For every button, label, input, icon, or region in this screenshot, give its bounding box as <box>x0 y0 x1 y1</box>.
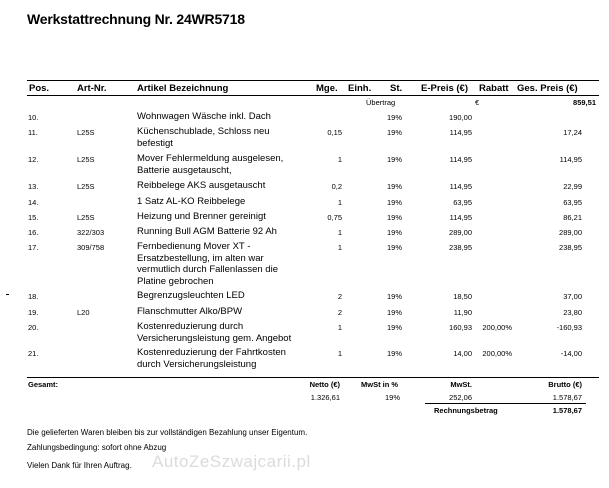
row-unit-price: 289,00 <box>449 228 472 237</box>
row-total: 17,24 <box>563 128 582 137</box>
row-tax-rate: 19% <box>386 292 402 301</box>
col-pos-header: Pos. <box>29 83 50 94</box>
row-tax-rate: 19% <box>386 182 402 191</box>
row-description-line: Begrenzugsleuchten LED <box>137 290 245 301</box>
rechnungsbetrag-label: Rechnungsbetrag <box>434 406 498 415</box>
row-tax-rate: 19% <box>386 228 402 237</box>
col-discount-header: Rabatt <box>479 83 509 94</box>
row-quantity: 1 <box>337 198 342 207</box>
row-unit-price: 238,95 <box>449 243 472 252</box>
header-bottom-rule <box>27 95 599 96</box>
totals-label: Gesamt: <box>28 380 59 389</box>
row-total: 86,21 <box>563 213 582 222</box>
row-pos: 15. <box>28 213 39 222</box>
row-pos: 17. <box>28 243 39 252</box>
invoice-title: Werkstattrechnung Nr. 24WR5718 <box>27 11 245 27</box>
row-description-line: Versicherungsleistung gem. Angebot <box>137 332 292 344</box>
row-description-line: 1 Satz AL-KO Reibbelege <box>137 196 246 207</box>
row-description-line: Flanschmutter Alko/BPW <box>137 306 243 317</box>
col-desc-header: Artikel Bezeichnung <box>137 83 229 94</box>
col-qty-header: Mge. <box>316 83 338 94</box>
col-total-header: Ges. Preis (€) <box>517 83 578 94</box>
netto-label: Netto (€) <box>309 380 340 389</box>
row-unit-price: 14,00 <box>453 349 472 358</box>
row-art-nr: L25S <box>77 182 95 191</box>
row-tax-rate: 19% <box>386 128 402 137</box>
row-total: 37,00 <box>563 292 582 301</box>
row-description-line: Ersatzbestellung, im alten war <box>137 252 264 264</box>
row-quantity: 0,2 <box>331 182 342 191</box>
row-pos: 11. <box>28 128 38 137</box>
footer-ownership-note: Die gelieferten Waren bleiben bis zur vollständigen Bezahlung unser Eigentum. <box>27 428 308 437</box>
row-tax-rate: 19% <box>386 349 402 358</box>
col-unit-header: Einh. <box>348 83 372 94</box>
row-description-line: Heizung und Brenner gereinigt <box>137 211 266 222</box>
col-tax-header: St. <box>390 83 403 94</box>
carry-label: Übertrag <box>366 98 396 107</box>
row-pos: 19. <box>28 308 39 317</box>
row-tax-rate: 19% <box>386 213 402 222</box>
col-eprice-header: E-Preis (€) <box>421 83 468 94</box>
carry-amount: 859,51 <box>573 98 596 107</box>
row-pos: 12. <box>28 155 39 164</box>
row-description-line: Platine gebrochen <box>137 275 214 287</box>
row-unit-price: 114,95 <box>449 155 472 164</box>
mwst-value: 252,06 <box>449 393 472 402</box>
row-unit-price: 114,95 <box>449 128 472 137</box>
row-pos: 18. <box>28 292 39 301</box>
row-unit-price: 63,95 <box>453 198 472 207</box>
row-art-nr: 322/303 <box>77 228 105 237</box>
row-unit-price: 160,93 <box>449 323 472 332</box>
row-art-nr: L25S <box>77 128 95 137</box>
row-total: 23,80 <box>563 308 582 317</box>
row-art-nr: L20 <box>77 308 90 317</box>
row-tax-rate: 19% <box>386 243 402 252</box>
row-tax-rate: 19% <box>386 198 402 207</box>
row-tax-rate: 19% <box>386 323 402 332</box>
row-total: 22,99 <box>563 182 582 191</box>
row-quantity: 2 <box>337 308 342 317</box>
row-art-nr: 309/758 <box>77 243 105 252</box>
row-description-line: Reibbelege AKS ausgetauscht <box>137 180 266 191</box>
row-description-line: Running Bull AGM Batterie 92 Ah <box>137 226 277 237</box>
margin-tick <box>6 294 9 295</box>
brutto-value: 1.578,67 <box>552 393 582 402</box>
row-art-nr: L25S <box>77 155 95 164</box>
mwst-label: MwSt. <box>450 380 472 389</box>
netto-value: 1.326,61 <box>310 393 340 402</box>
row-tax-rate: 19% <box>386 308 402 317</box>
row-quantity: 1 <box>337 243 342 252</box>
row-quantity: 1 <box>337 155 342 164</box>
rechnungsbetrag-value: 1.578,67 <box>552 406 582 415</box>
row-unit-price: 18,50 <box>453 292 472 301</box>
row-description-line: Wohnwagen Wäsche inkl. Dach <box>137 111 271 122</box>
row-pos: 13. <box>28 182 39 191</box>
row-art-nr: L25S <box>77 213 95 222</box>
row-tax-rate: 19% <box>386 113 402 122</box>
row-pos: 21. <box>28 349 39 358</box>
row-unit-price: 190,00 <box>449 113 472 122</box>
row-description-line: Fernbedienung Mover XT - <box>137 241 251 252</box>
row-description-line: Batterie ausgetauscht, <box>137 164 232 176</box>
mwst-pct-value: 19% <box>384 393 400 402</box>
mwst-pct-label: MwSt in % <box>361 380 399 389</box>
row-total: 289,00 <box>559 228 582 237</box>
row-unit-price: 11,90 <box>453 308 472 317</box>
row-pos: 16. <box>28 228 39 237</box>
row-description-line: Kostenreduzierung durch <box>137 321 244 332</box>
row-description-line: Küchenschublade, Schloss neu <box>137 126 270 137</box>
row-total: 238,95 <box>559 243 582 252</box>
header-top-rule <box>27 80 599 81</box>
row-pos: 10. <box>28 113 39 122</box>
row-quantity: 1 <box>337 323 342 332</box>
row-quantity: 1 <box>337 349 342 358</box>
row-total: -14,00 <box>560 349 582 358</box>
row-quantity: 0,75 <box>327 213 342 222</box>
footer-thanks: Vielen Dank für Ihren Auftrag. <box>27 461 132 470</box>
row-unit-price: 114,95 <box>449 182 472 191</box>
row-pos: 14. <box>28 198 39 207</box>
row-description-line: Kostenreduzierung der Fahrtkosten <box>137 347 286 358</box>
carry-currency: € <box>475 98 480 107</box>
row-description-line: befestigt <box>137 137 173 149</box>
footer-payment-terms: Zahlungsbedingung: sofort ohne Abzug <box>27 443 167 452</box>
row-description-line: durch Versicherungsleistung <box>137 358 257 370</box>
row-description-line: Mover Fehlermeldung ausgelesen, <box>137 153 284 164</box>
row-total: 114,95 <box>559 155 582 164</box>
col-art-header: Art-Nr. <box>77 83 107 94</box>
rechnungsbetrag-rule <box>425 403 586 404</box>
row-quantity: 2 <box>337 292 342 301</box>
row-pos: 20. <box>28 323 39 332</box>
totals-top-rule <box>27 377 599 378</box>
row-description-line: vermutlich durch Fallenlassen die <box>137 264 278 276</box>
row-unit-price: 114,95 <box>449 213 472 222</box>
brutto-label: Brutto (€) <box>548 380 582 389</box>
row-total: -160,93 <box>556 323 582 332</box>
row-discount: 200,00% <box>482 323 512 332</box>
row-total: 63,95 <box>563 198 582 207</box>
row-tax-rate: 19% <box>386 155 402 164</box>
row-quantity: 0,15 <box>327 128 342 137</box>
row-quantity: 1 <box>337 228 342 237</box>
watermark-logo: AutoZeSzwajcarii.pl <box>152 452 311 471</box>
row-discount: 200,00% <box>482 349 512 358</box>
